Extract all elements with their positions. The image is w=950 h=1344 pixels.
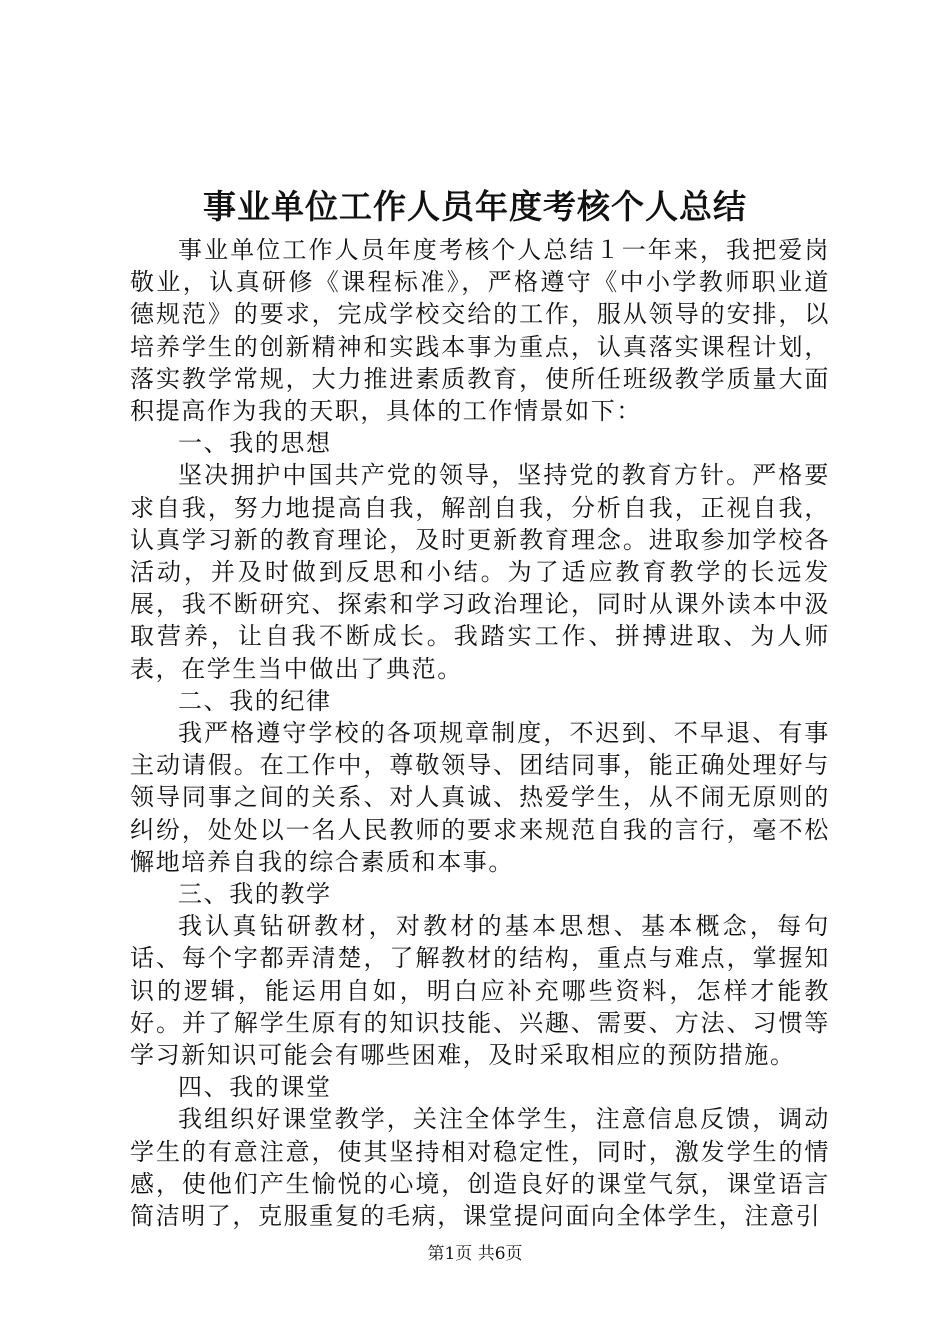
- page-number-footer: 第1页 共6页: [427, 1244, 523, 1264]
- section-paragraph-teaching: 我认真钻研教材，对教材的基本思想、基本概念，每句话、每个字都弄清楚，了解教材的结构，重点与难点，掌握知识的逻辑，能运用自如，明白应补充哪些资料，怎样才能教好。并了解学生原有的知识技能、兴趣、需要、方法、习惯等学习新知识可能会有哪些困难，及时采取相应的预防措施。: [130, 912, 830, 1070]
- document-body: [130, 234, 830, 1232]
- section-heading-thought: 一、我的思想: [178, 429, 332, 458]
- intro-paragraph: 事业单位工作人员年度考核个人总结１一年来，我把爱岗敬业，认真研修《课程标准》，严格遵守《中小学教师职业道德规范》的要求，完成学校交给的工作，服从领导的安排，以培养学生的创新精神和实践本事为重点，认真落实课程计划，落实教学常规，大力推进素质教育，使所任班级教学质量大面积提高作为我的天职，具体的工作情景如下：: [130, 236, 830, 426]
- section-paragraph-thought: 坚决拥护中国共产党的领导，坚持党的教育方针。严格要求自我，努力地提高自我，解剖自我，分析自我，正视自我，认真学习新的教育理论，及时更新教育理念。进取参加学校各活动，并及时做到反思和小结。为了适应教育教学的长远发展，我不断研究、探索和学习政治理论，同时从课外读本中汲取营养，让自我不断成长。我踏实工作、拼搏进取、为人师表，在学生当中做出了典范。: [130, 461, 830, 683]
- section-paragraph-discipline: 我严格遵守学校的各项规章制度，不迟到、不早退、有事主动请假。在工作中，尊敬领导、团结同事，能正确处理好与领导同事之间的关系、对人真诚、热爱学生，从不闹无原则的纠纷，处处以一名人民教师的要求来规范自我的言行，毫不松懈地培养自我的综合素质和本事。: [130, 719, 830, 876]
- section-paragraph-classroom: 我组织好课堂教学，关注全体学生，注意信息反馈，调动学生的有意注意，使其坚持相对稳定性，同时，激发学生的情感，使他们产生愉悦的心境，创造良好的课堂气氛，课堂语言简洁明了，克服重复的毛病，课堂提问面向全体学生，注意引: [130, 1105, 830, 1231]
- section-heading-teaching: 三、我的教学: [178, 880, 332, 909]
- section-heading-discipline: 二、我的纪律: [178, 686, 332, 715]
- section-heading-classroom: 四、我的课堂: [178, 1073, 332, 1102]
- document-title: 事业单位工作人员年度考核个人总结: [203, 187, 747, 226]
